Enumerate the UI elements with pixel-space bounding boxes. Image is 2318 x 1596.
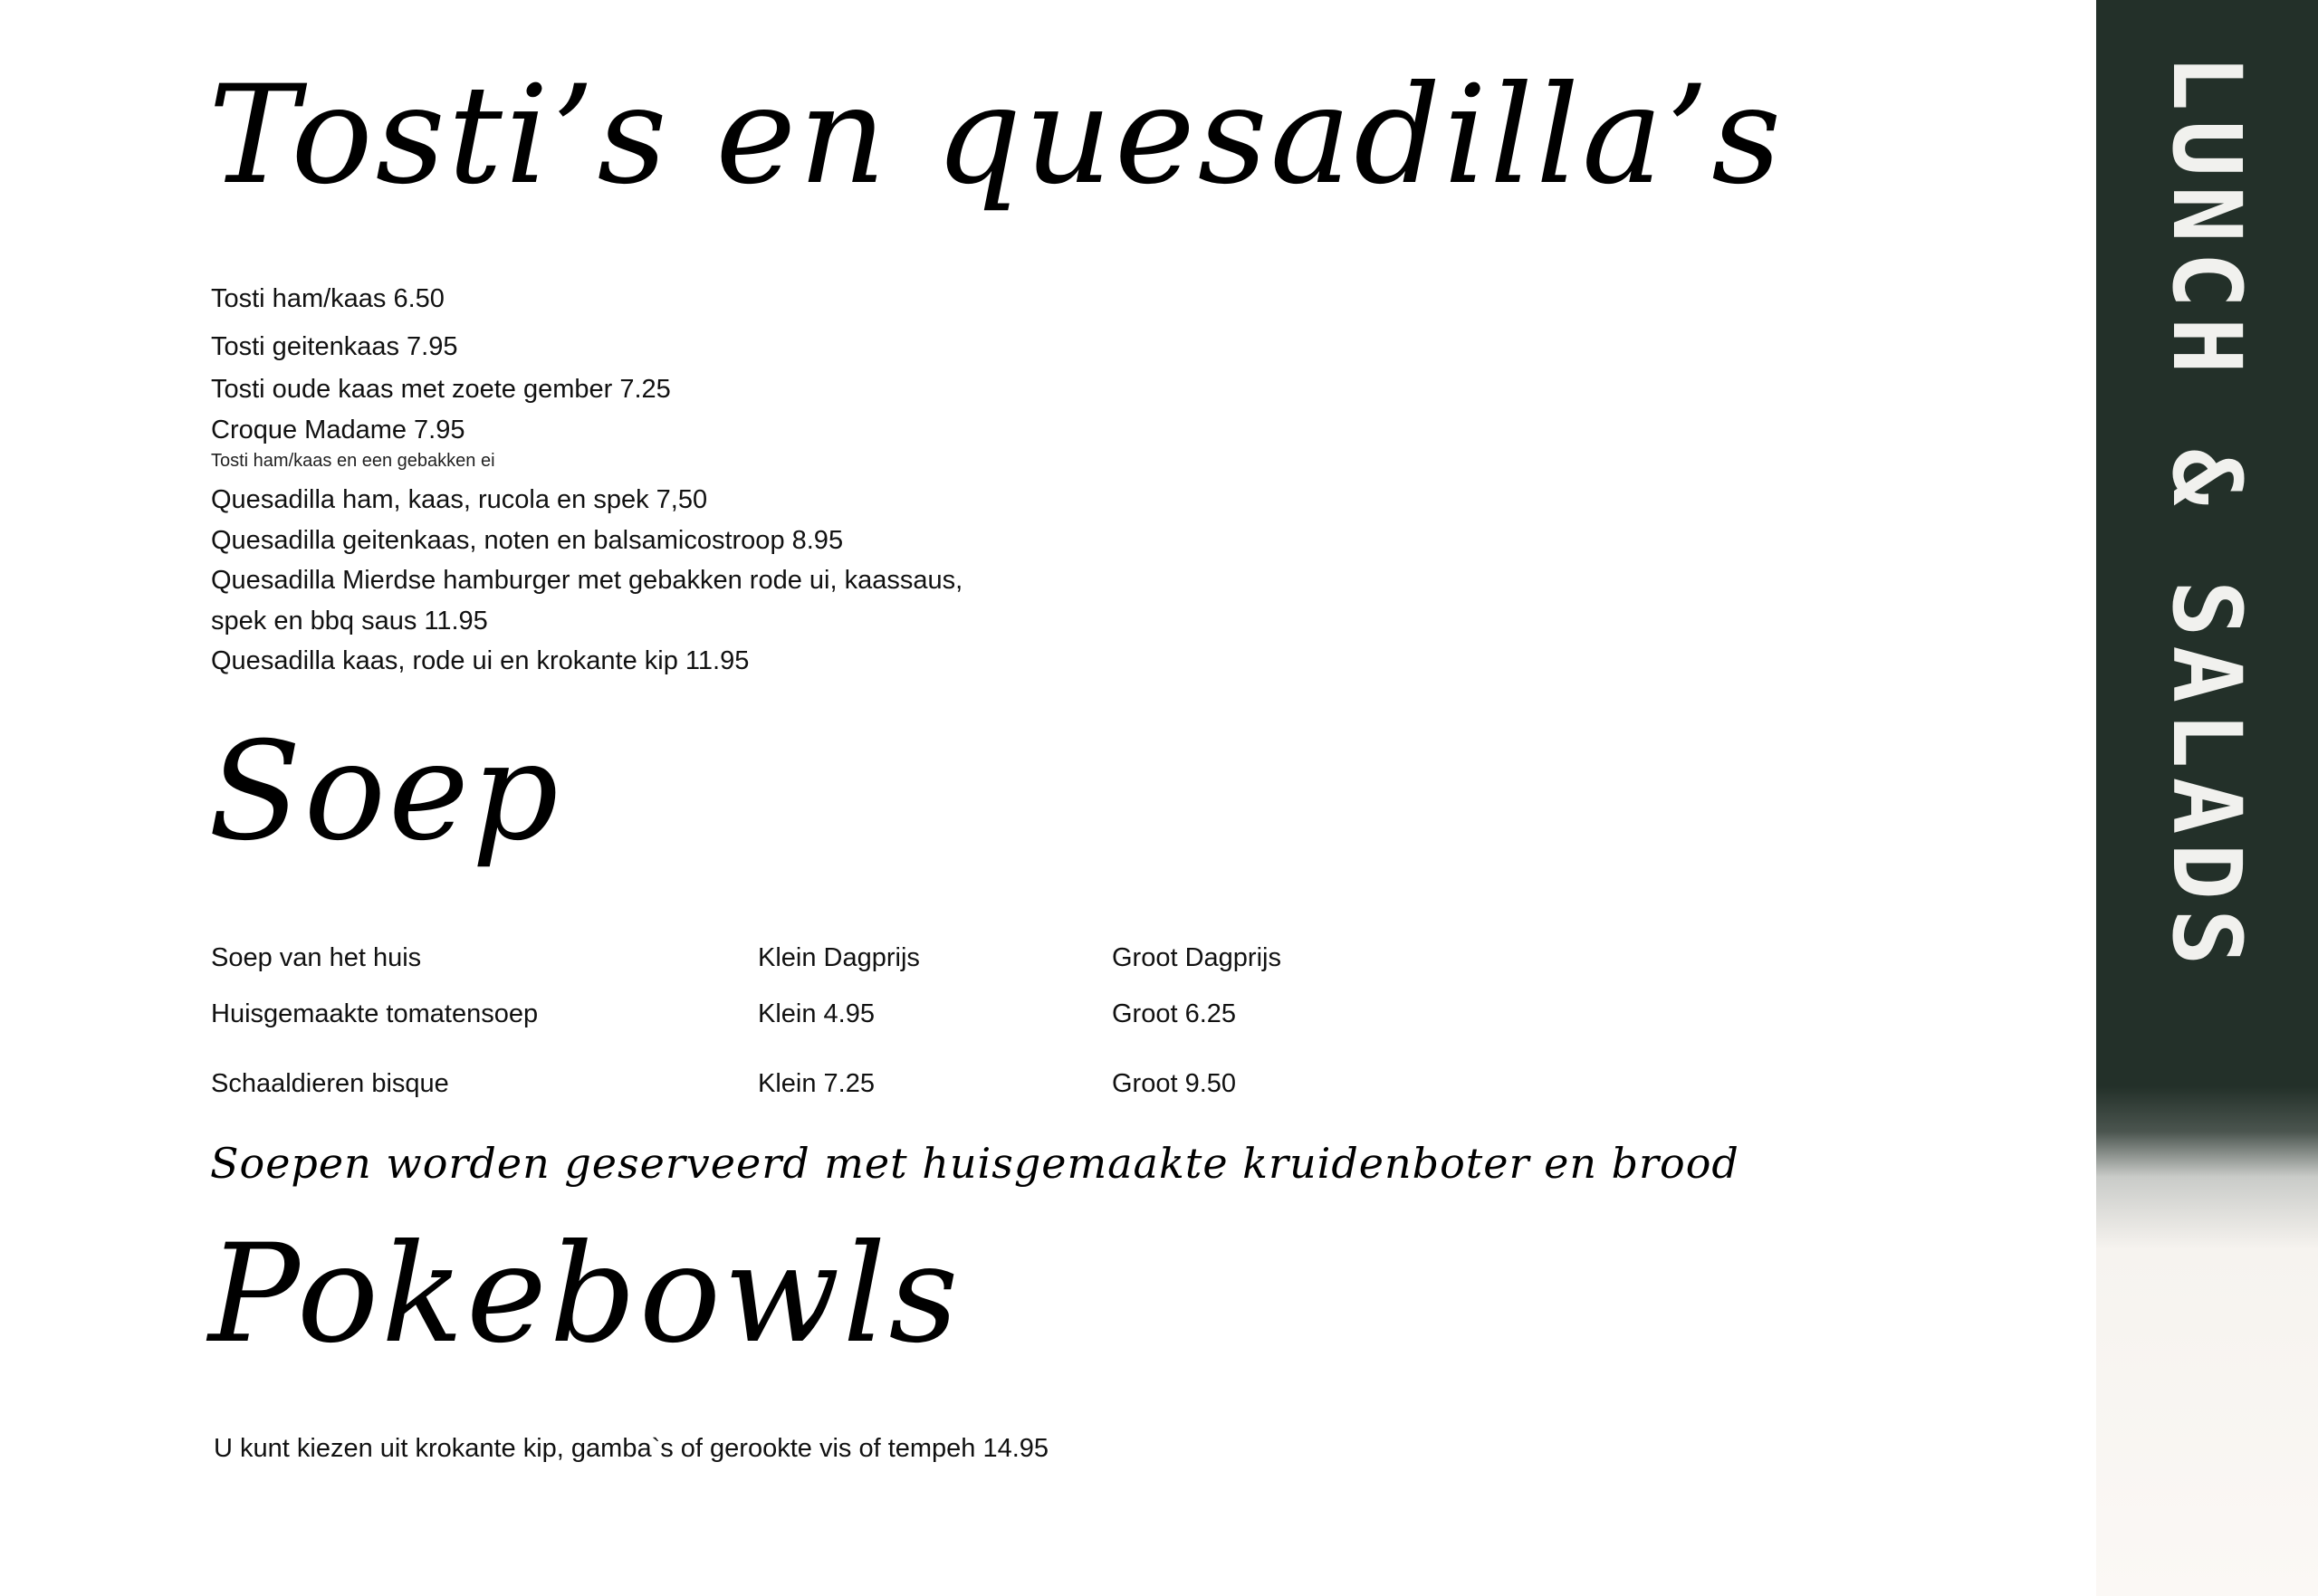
soep-row [211,943,1388,980]
menu-item-description: Tosti ham/kaas en een gebakken ei [211,451,495,471]
soep-note: Soepen worden geserveerd met huisgemaakte kruidenboter en brood [210,1139,1739,1188]
section-title-pokebowls: Pokebowls [208,1216,962,1373]
soep-name: Soep van het huis [211,943,422,972]
soep-name: Schaaldieren bisque [211,1069,449,1098]
soep-price-groot: Groot Dagprijs [1112,943,1281,972]
soep-row [211,999,1388,1036]
pokebowl-description: U kunt kiezen uit krokante kip, gamba`s of gerookte vis of tempeh 14.95 [214,1434,1049,1463]
menu-item: Quesadilla geitenkaas, noten en balsamicostroop 8.95 [211,526,844,555]
menu-item-continuation: spek en bbq saus 11.95 [211,607,488,636]
soep-price-klein: Klein Dagprijs [758,943,920,972]
section-title-soep: Soep [208,713,561,871]
menu-item: Tosti ham/kaas 6.50 [211,284,445,313]
menu-item: Quesadilla ham, kaas, rucola en spek 7,50 [211,485,708,514]
menu-item: Croque Madame 7.95 [211,416,465,444]
menu-item: Tosti oude kaas met zoete gember 7.25 [211,375,671,404]
soep-name: Huisgemaakte tomatensoep [211,999,539,1028]
menu-item: Tosti geitenkaas 7.95 [211,332,458,361]
section-title-tosti: Tosti’s en quesadilla’s [208,57,1785,215]
soep-price-groot: Groot 9.50 [1112,1069,1237,1098]
menu-item: Quesadilla kaas, rode ui en krokante kip 11.95 [211,646,750,675]
soep-price-groot: Groot 6.25 [1112,999,1237,1028]
soep-price-klein: Klein 7.25 [758,1069,875,1098]
side-banner-title: LUNCH & SALADS [2151,54,2262,975]
soep-row [211,1069,1388,1105]
menu-item: Quesadilla Mierdse hamburger met gebakken rode ui, kaassaus, [211,566,963,595]
soep-price-klein: Klein 4.95 [758,999,875,1028]
